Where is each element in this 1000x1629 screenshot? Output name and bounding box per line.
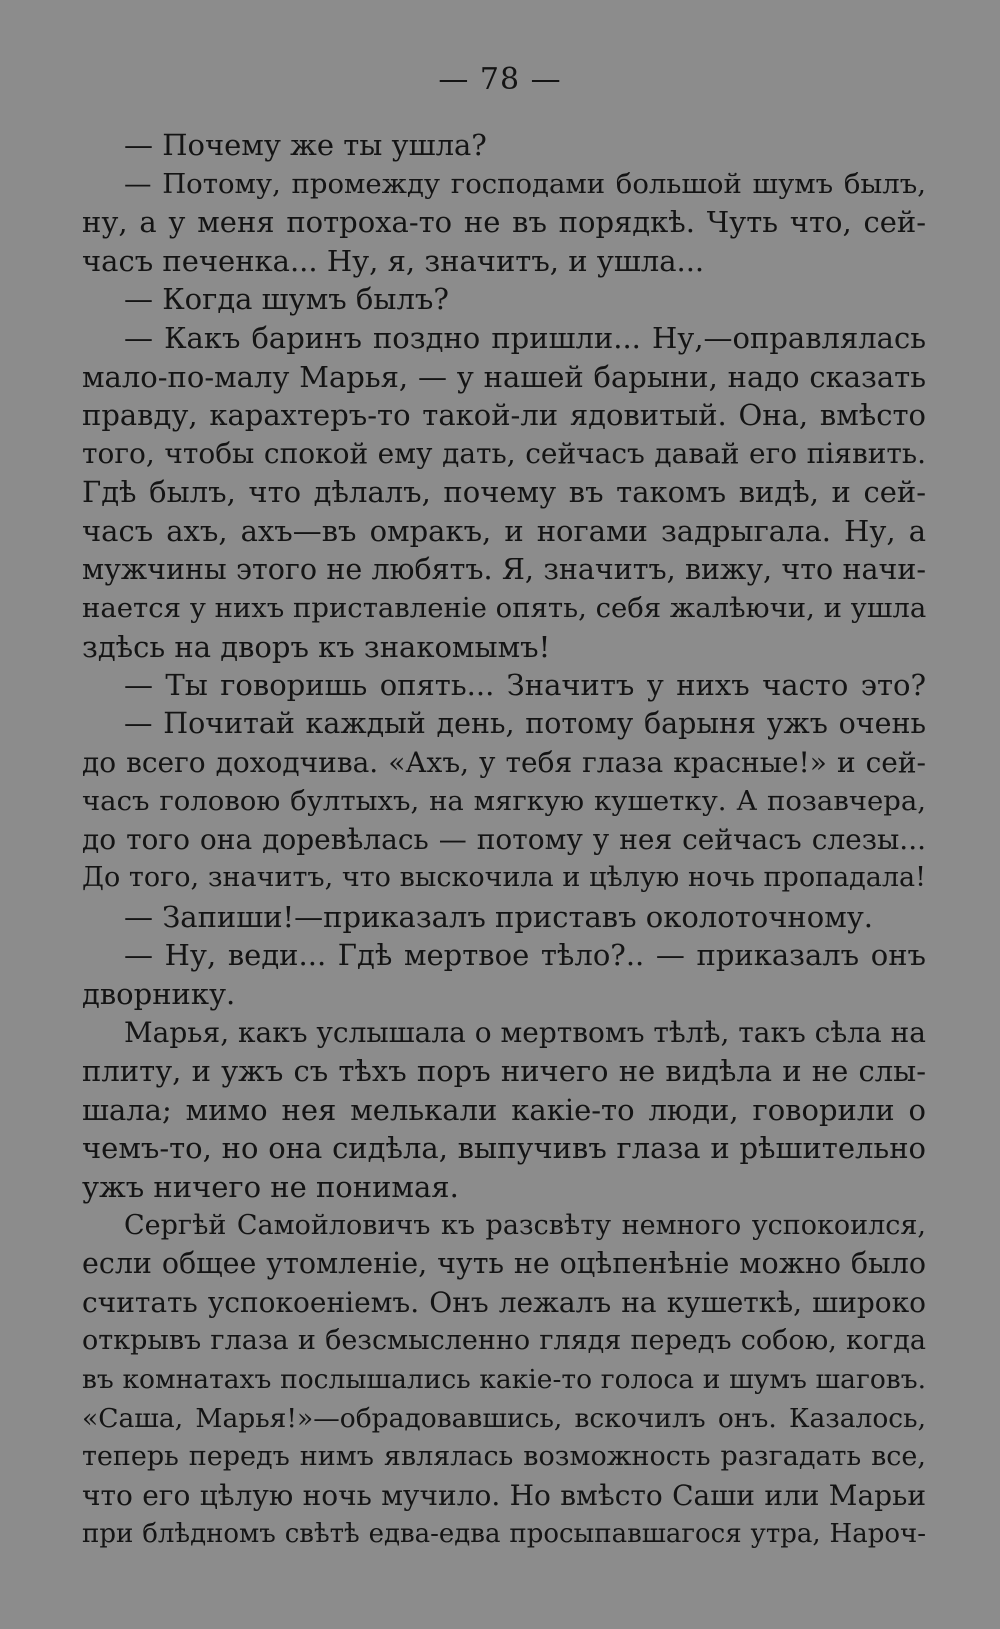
text-line: — Какъ баринъ поздно пришли... Ну,—оправлялась bbox=[124, 320, 926, 355]
page-number: — 78 — bbox=[438, 62, 562, 97]
text-line: — Почему же ты ушла? bbox=[124, 128, 487, 162]
text-line: Гдѣ былъ, что дѣлалъ, почему въ такомъ видѣ, и сей- bbox=[82, 475, 926, 510]
text-body bbox=[82, 126, 926, 1554]
text-line: часъ головою бултыхъ, на мягкую кушетку. А позавчера, bbox=[82, 785, 926, 818]
text-line: нается у нихъ приставленiе опять, себя жалѣючи, и ушла bbox=[82, 592, 926, 625]
text-line: — Когда шумъ былъ? bbox=[124, 282, 449, 317]
text-line: До того, значитъ, что выскочила и цѣлую ночь пропадала! bbox=[82, 862, 926, 894]
text-line: до того она доревѣлась — потому у нея сейчасъ слезы... bbox=[82, 822, 926, 856]
text-line: — Запиши!—приказалъ приставъ околоточному. bbox=[124, 899, 874, 934]
text-line: чемъ-то, но она сидѣла, выпучивъ глаза и рѣшительно bbox=[82, 1131, 926, 1166]
text-line: ну, а у меня потроха-то не въ порядкѣ. Чуть что, сей- bbox=[82, 205, 926, 240]
text-line: дворнику. bbox=[82, 977, 236, 1012]
text-line: теперь передъ нимъ являлась возможность разгадать все, bbox=[82, 1441, 926, 1473]
text-line: Сергѣй Самойловичъ къ разсвѣту немного успокоился, bbox=[124, 1209, 926, 1241]
text-line: при блѣдномъ свѣтѣ едва-едва просыпавшагося утра, Нароч- bbox=[82, 1519, 926, 1550]
text-line: правду, карахтеръ-то такой-ли ядовитый. Она, вмѣсто bbox=[82, 398, 926, 433]
text-line: часъ печенка... Ну, я, значитъ, и ушла... bbox=[82, 243, 705, 278]
text-line: того, чтобы спокой ему дать, сейчасъ давай его пiявить. bbox=[82, 436, 926, 470]
text-line: — Ты говоришь опять... Значитъ у нихъ часто это? bbox=[124, 668, 926, 703]
text-line: здѣсь на дворъ къ знакомымъ! bbox=[82, 629, 551, 664]
text-line: если общее утомленiе, чуть не оцѣпенѣнiе можно было bbox=[82, 1247, 926, 1281]
text-line: плиту, и ужъ съ тѣхъ поръ ничего не видѣла и не слы- bbox=[82, 1054, 926, 1089]
text-line: мужчины этого не любятъ. Я, значитъ, вижу, что начи- bbox=[82, 552, 926, 586]
text-line: — Потому, промежду господами большой шумъ былъ, bbox=[124, 167, 926, 200]
text-line: въ комнатахъ послышались какiе-то голоса и шумъ шаговъ. bbox=[82, 1364, 926, 1395]
text-line: «Саша, Марья!»—обрадовавшись, вскочилъ онъ. Казалось, bbox=[82, 1402, 926, 1434]
text-line: часъ ахъ, ахъ—въ омракъ, и ногами задрыгала. Ну, а bbox=[82, 513, 926, 548]
text-line: — Ну, веди... Гдѣ мертвое тѣло?.. — приказалъ онъ bbox=[124, 938, 926, 973]
text-line: что его цѣлую ночь мучило. Но вмѣсто Саши или Марьи bbox=[82, 1478, 926, 1512]
text-line: — Почитай каждый день, потому барыня ужъ очень bbox=[124, 706, 926, 740]
text-line: до всего доходчива. «Ахъ, у тебя глаза красные!» и сей- bbox=[82, 745, 926, 779]
text-line: Марья, какъ услышала о мертвомъ тѣлѣ, такъ сѣла на bbox=[124, 1015, 926, 1049]
text-line: ужъ ничего не понимая. bbox=[82, 1170, 459, 1205]
text-line: считать успокоенiемъ. Онъ лежалъ на кушеткѣ, широко bbox=[82, 1285, 926, 1319]
text-line: открывъ глаза и безсмысленно глядя передъ собою, когда bbox=[82, 1325, 926, 1357]
text-line: мало-по-малу Марья, — у нашей барыни, надо сказать bbox=[82, 359, 926, 394]
text-line: шала; мимо нея мелькали какiе-то люди, говорили о bbox=[82, 1092, 926, 1127]
